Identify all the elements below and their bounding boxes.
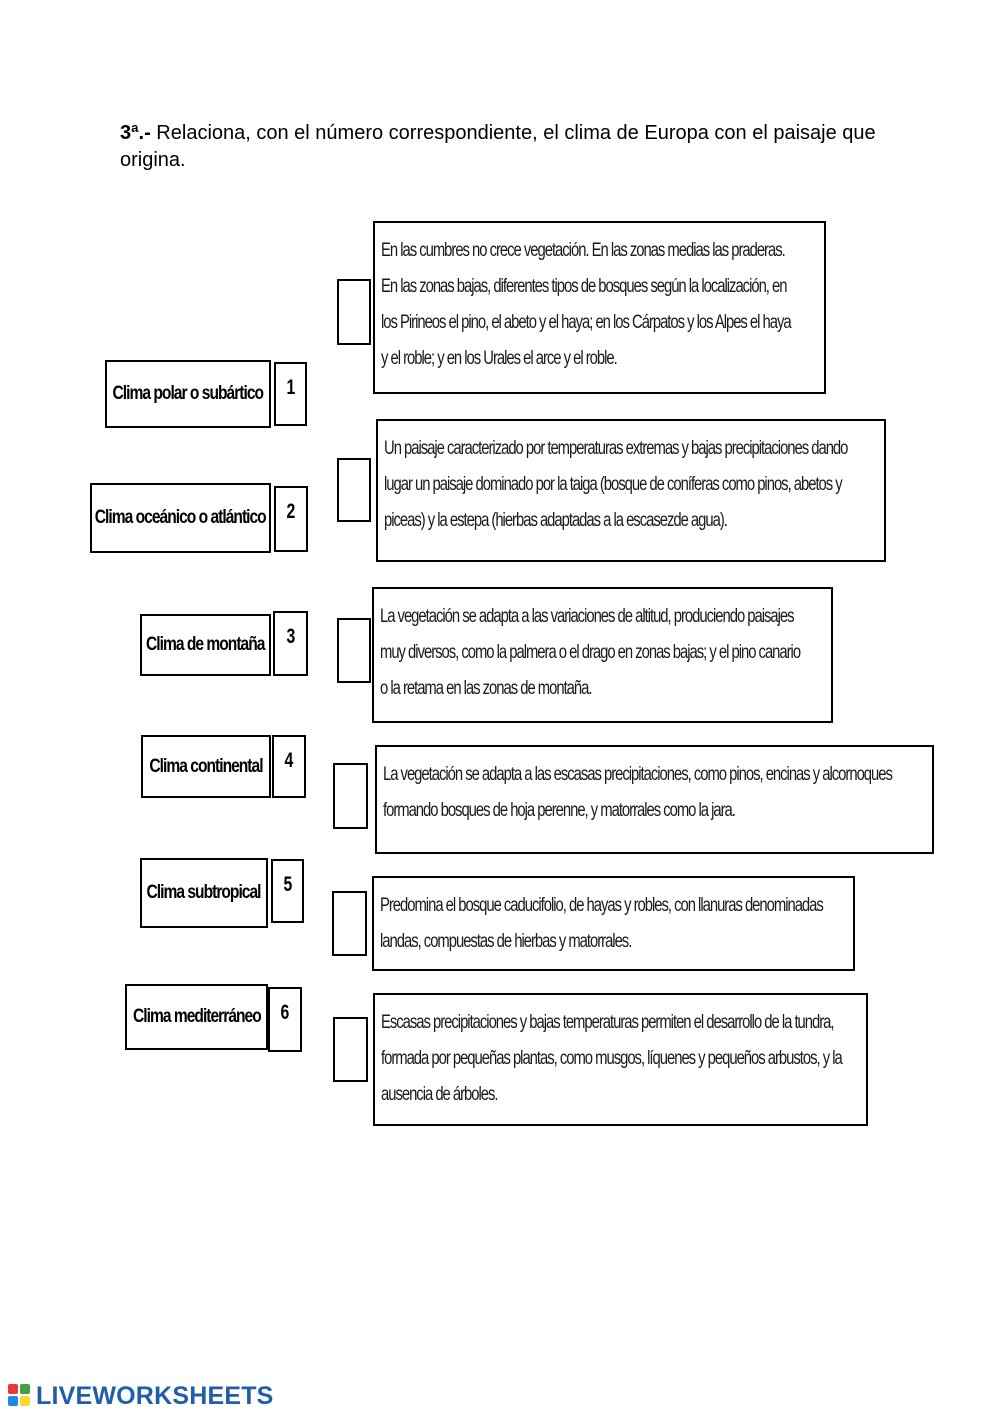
answer-box-6[interactable]	[333, 1017, 368, 1082]
climate-label-6: Clima mediterráneo	[125, 984, 268, 1050]
instruction-text: Relaciona, con el número correspondiente, el clima de Europa con el paisaje que origina.	[120, 122, 876, 171]
answer-box-5[interactable]	[332, 891, 367, 956]
answer-box-2[interactable]	[337, 458, 371, 522]
liveworksheets-logo[interactable]	[8, 1381, 274, 1411]
description-box-6	[373, 993, 868, 1126]
description-line: La vegetación se adapta a las escasas precipitaciones, como pinos, encinas y alcornoques	[383, 764, 892, 785]
description-line: Escasas precipitaciones y bajas temperaturas permiten el desarrollo de la tundra,	[381, 1012, 834, 1033]
climate-label-2: Clima oceánico o atlántico	[90, 483, 271, 553]
logo-square-blue	[8, 1396, 18, 1406]
climate-label-4: Clima continental	[141, 735, 271, 798]
climate-number-2: 2	[274, 486, 308, 552]
description-box-2	[376, 419, 886, 562]
climate-label-5: Clima subtropical	[140, 858, 268, 928]
climate-number-4: 4	[272, 735, 306, 798]
description-line: Predomina el bosque caducifolio, de hayas y robles, con llanuras denominadas	[380, 895, 823, 916]
climate-number-3: 3	[273, 611, 308, 676]
description-box-4	[375, 745, 934, 854]
description-line: La vegetación se adapta a las variaciones de altitud, produciendo paisajes	[380, 606, 794, 627]
climate-label-1: Clima polar o subártico	[105, 360, 271, 428]
instruction	[120, 120, 920, 174]
climate-label-3: Clima de montaña	[140, 614, 271, 676]
logo-square-green	[20, 1384, 30, 1394]
brand-name: LIVEWORKSHEETS	[36, 1381, 274, 1410]
climate-number-6: 6	[268, 987, 302, 1052]
description-box-3	[372, 587, 833, 723]
description-line: piceas) y la estepa (hierbas adaptadas a la escasezde agua).	[384, 510, 727, 531]
description-line: landas, compuestas de hierbas y matorrales.	[380, 931, 632, 952]
description-line: formando bosques de hoja perenne, y matorrales como la jara.	[383, 800, 735, 821]
description-line: los Pirineos el pino, el abeto y el haya; en los Cárpatos y los Alpes el haya	[381, 312, 791, 333]
climate-number-1: 1	[274, 362, 307, 426]
climate-number-5: 5	[271, 859, 304, 923]
liveworksheets-logo-icon	[8, 1384, 32, 1408]
description-line: En las zonas bajas, diferentes tipos de bosques según la localización, en	[381, 276, 787, 297]
instruction-number: 3ª.-	[120, 122, 151, 144]
logo-square-red	[8, 1384, 18, 1394]
description-line: muy diversos, como la palmera o el drago en zonas bajas; y el pino canario	[380, 642, 801, 663]
description-line: y el roble; y en los Urales el arce y el roble.	[381, 348, 617, 369]
logo-square-yellow	[20, 1396, 30, 1406]
description-box-5	[372, 876, 855, 971]
description-line: lugar un paisaje dominado por la taiga (bosque de coníferas como pinos, abetos y	[384, 474, 842, 495]
description-line: Un paisaje caracterizado por temperaturas extremas y bajas precipitaciones dando	[384, 438, 848, 459]
description-line: o la retama en las zonas de montaña.	[380, 678, 592, 699]
description-line: ausencia de árboles.	[381, 1084, 498, 1105]
description-line: En las cumbres no crece vegetación. En las zonas medias las praderas.	[381, 240, 785, 261]
answer-box-4[interactable]	[333, 763, 368, 829]
answer-box-3[interactable]	[337, 618, 371, 683]
description-line: formada por pequeñas plantas, como musgos, líquenes y pequeños arbustos, y la	[381, 1048, 842, 1069]
answer-box-1[interactable]	[337, 279, 371, 345]
description-box-1	[373, 221, 826, 394]
